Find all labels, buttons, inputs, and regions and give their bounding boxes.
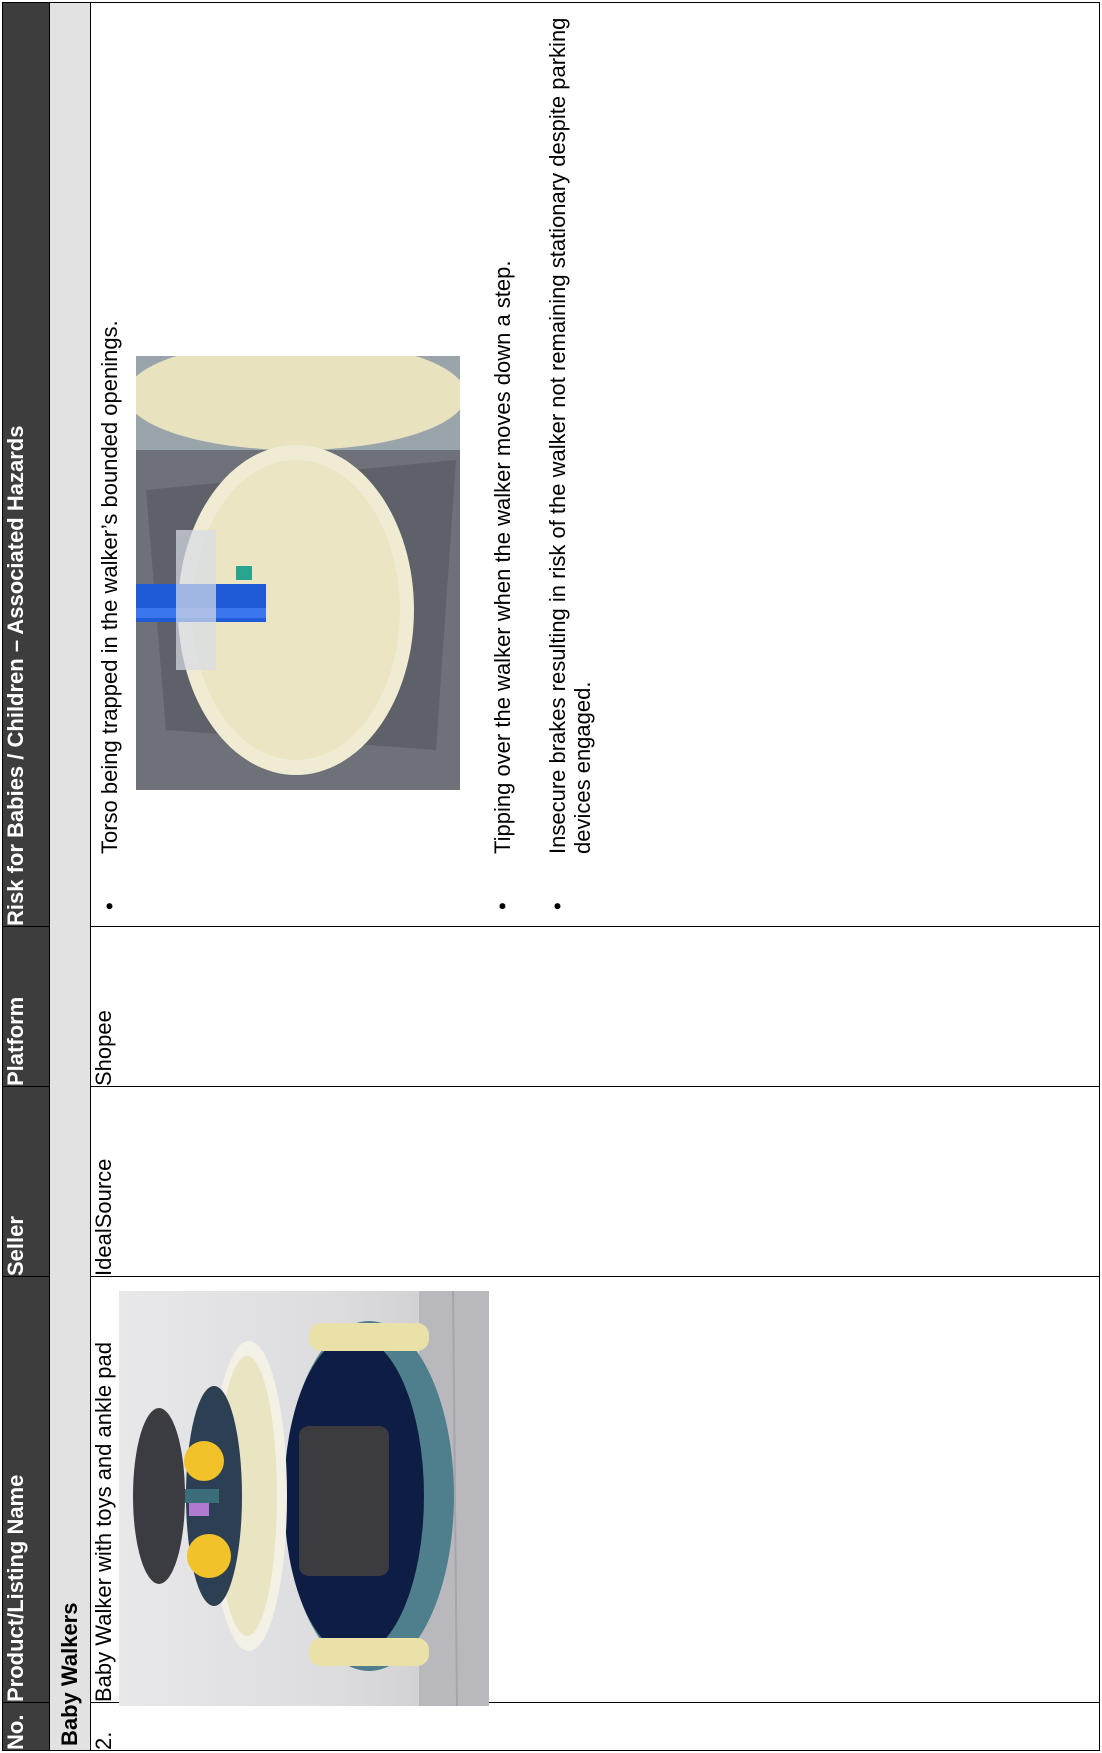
walker-opening-illustration — [136, 356, 460, 790]
header-product: Product/Listing Name — [3, 1277, 50, 1703]
hazard-text: Insecure brakes resulting in risk of the walker not remaining stationary despite parking devices engaged. — [545, 17, 595, 854]
seller-cell: IdealSource — [91, 1087, 1100, 1277]
baby-walker-illustration — [119, 1291, 489, 1706]
row-number: 2. — [91, 1703, 1100, 1751]
list-item — [490, 3, 515, 926]
section-title: Baby Walkers — [50, 3, 91, 1751]
baby-walker-photo — [119, 1291, 489, 1706]
table-row — [91, 3, 1100, 1751]
header-seller: Seller — [3, 1087, 50, 1277]
walker-opening-photo — [136, 356, 460, 790]
bullet-icon: • — [490, 902, 515, 910]
hazard-text: Tipping over the walker when the walker moves down a step. — [490, 260, 515, 854]
platform-cell: Shopee — [91, 927, 1100, 1087]
section-row — [50, 3, 91, 1751]
product-name: Baby Walker with toys and ankle pad — [91, 1342, 116, 1702]
hazard-text: Torso being trapped in the walker’s bounded openings. — [97, 320, 122, 854]
product-cell — [91, 1277, 1100, 1703]
header-row — [3, 3, 50, 1751]
header-risk: Risk for Babies / Children – Associated Hazards — [3, 3, 50, 927]
product-risk-table — [2, 2, 1100, 1751]
list-item — [545, 3, 595, 926]
bullet-icon: • — [545, 902, 570, 910]
header-no: No. — [3, 1703, 50, 1751]
hazards-cell — [91, 3, 1100, 927]
bullet-icon: • — [97, 902, 122, 910]
hazard-list — [97, 3, 595, 926]
list-item — [97, 3, 460, 926]
header-platform: Platform — [3, 927, 50, 1087]
